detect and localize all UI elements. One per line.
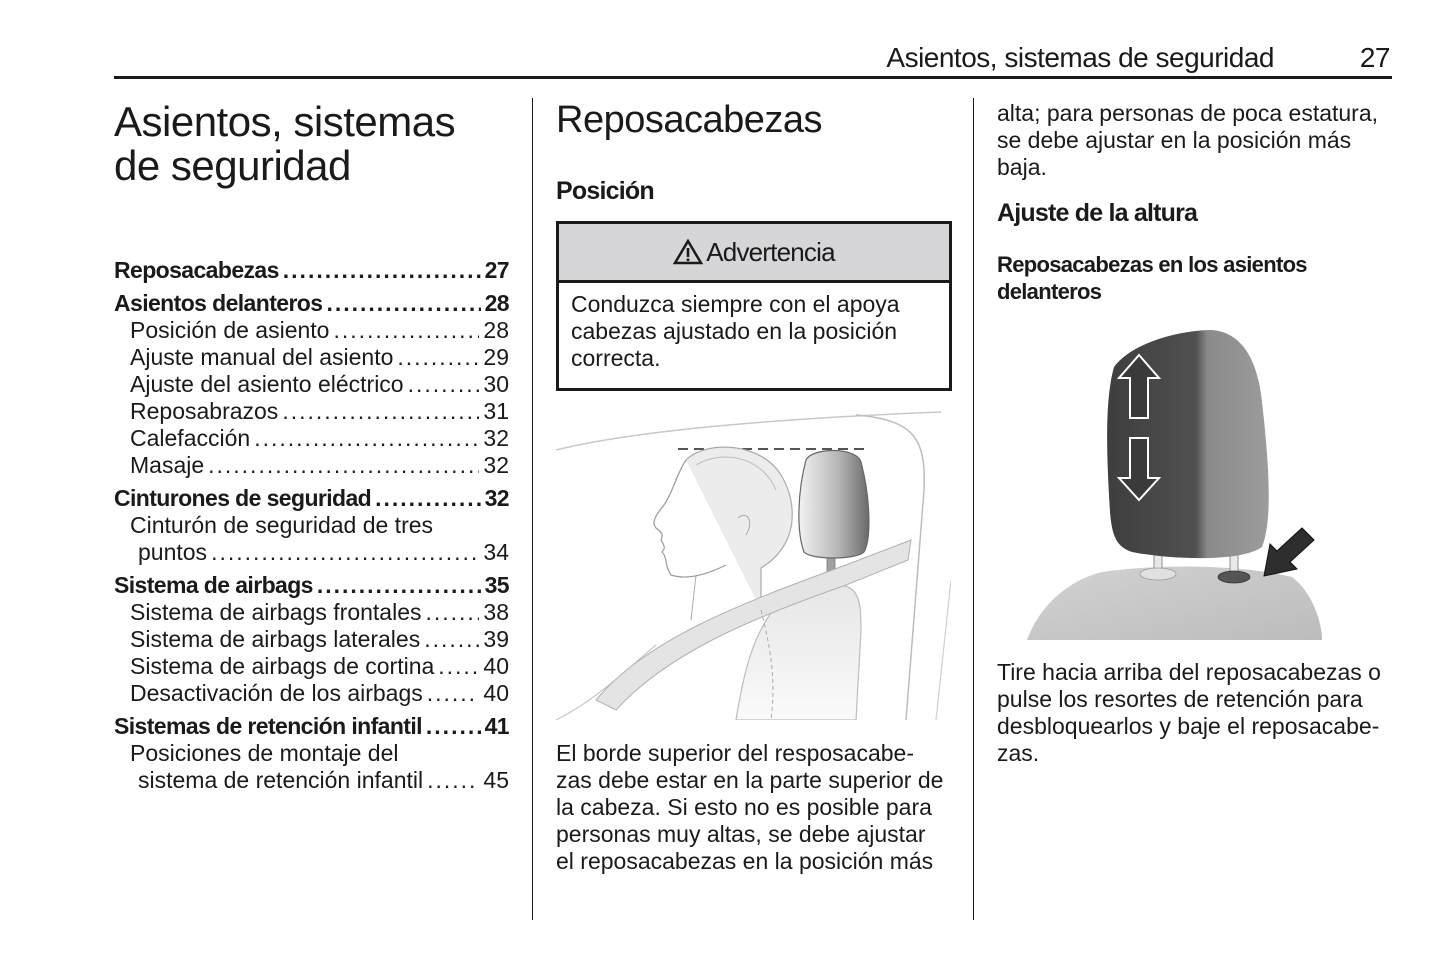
toc-label: Sistema de airbags frontales (130, 599, 422, 625)
toc-label: Sistema de airbags de cortina (130, 653, 435, 679)
leader-dots (208, 452, 479, 479)
section-title: Reposacabezas (556, 99, 823, 141)
toc-label: Asientos delanteros (114, 290, 323, 316)
toc-entry[interactable] (114, 398, 509, 425)
toc-entry[interactable] (114, 572, 509, 599)
toc-page: 38 (483, 599, 509, 625)
chapter-title-line: de seguridad (114, 142, 351, 189)
toc-label: puntos (138, 539, 208, 565)
subsection-title: Posición (556, 177, 654, 205)
chapter-title-line: Asientos, sistemas (114, 98, 456, 145)
warning-triangle-icon (673, 239, 703, 265)
toc-entry[interactable] (114, 767, 509, 794)
body-paragraph (556, 740, 956, 875)
toc-page: 31 (483, 398, 509, 424)
toc-page: 30 (483, 371, 509, 397)
toc-entry[interactable] (114, 344, 509, 371)
toc-page: 40 (483, 680, 509, 706)
body-paragraph (997, 659, 1397, 767)
toc-label: Masaje (130, 452, 205, 478)
toc-page: 35 (484, 572, 509, 598)
toc-label: Ajuste manual del asiento (130, 344, 394, 370)
toc-entry[interactable] (114, 539, 509, 566)
toc-page: 45 (483, 767, 509, 793)
toc-page: 39 (483, 626, 509, 652)
toc-page: 41 (484, 713, 509, 739)
toc-entry[interactable] (114, 257, 509, 284)
toc-entry[interactable] (114, 713, 509, 740)
leader-dots (438, 653, 479, 680)
text-line: Reposacabezas en los asientos (997, 252, 1307, 277)
text-line: zas debe estar en la parte superior de (556, 767, 944, 793)
body-paragraph-continued (997, 100, 1397, 181)
toc-page: 27 (484, 257, 509, 283)
text-line: Tire hacia arriba del reposacabezas o (997, 659, 1381, 685)
toc-label: sistema de retención infantil (138, 767, 424, 793)
toc-page: 28 (484, 290, 509, 316)
toc-entry[interactable] (114, 626, 509, 653)
text-line: personas muy altas, se debe ajustar (556, 821, 926, 847)
toc-label: Reposacabezas (114, 257, 279, 283)
table-of-contents (114, 257, 509, 794)
leader-dots (426, 599, 480, 626)
toc-entry[interactable] (114, 653, 509, 680)
text-line: alta; para personas de poca estatura, (997, 100, 1379, 126)
sub-subsection-title (997, 251, 1377, 305)
warning-box (556, 221, 952, 391)
text-line: El borde superior del resposacabe- (556, 740, 914, 766)
toc-entry[interactable] (114, 485, 509, 512)
toc-page: 32 (484, 485, 509, 511)
running-header (114, 38, 1392, 79)
headrest-adjustment-illustration (1022, 322, 1327, 640)
text-line: zas. (997, 740, 1040, 766)
leader-dots (282, 398, 479, 425)
column-divider (532, 98, 533, 920)
leader-dots (254, 425, 479, 452)
toc-label: Desactivación de los airbags (130, 680, 423, 706)
page-number: 27 (1359, 42, 1390, 73)
toc-entry[interactable] (114, 452, 509, 479)
chapter-title (114, 100, 524, 188)
toc-entry[interactable] (114, 425, 509, 452)
toc-page: 28 (483, 317, 509, 343)
toc-label: Reposabrazos (130, 398, 279, 424)
toc-entry[interactable] (114, 290, 509, 317)
text-line: delanteros (997, 279, 1102, 304)
text-line: baja. (997, 154, 1047, 180)
toc-entry[interactable] (114, 317, 509, 344)
toc-label: Posición de asiento (130, 317, 330, 343)
leader-dots (333, 317, 479, 344)
warning-text: Conduzca siempre con el apoya cabezas ajustado en la posición correcta. (571, 291, 900, 371)
toc-label: Sistemas de retención infantil (114, 713, 422, 739)
toc-label: Ajuste del asiento eléctrico (130, 371, 404, 397)
toc-label: Calefacción (130, 425, 251, 451)
toc-entry[interactable] (114, 680, 509, 707)
text-line: el reposacabezas en la posición más (556, 848, 934, 874)
text-line: desbloquearlos y baje el reposacabe- (997, 713, 1380, 739)
leader-dots (427, 680, 480, 707)
toc-entry[interactable] (114, 371, 509, 398)
leader-dots (397, 344, 479, 371)
running-title: Asientos, sistemas de seguridad (886, 42, 1274, 73)
toc-entry-first-line[interactable]: Cinturón de seguridad de tres (130, 512, 434, 538)
toc-label: Sistema de airbags laterales (130, 626, 421, 652)
toc-entry-first-line[interactable]: Posiciones de montaje del (130, 740, 399, 766)
leader-dots (427, 767, 479, 794)
toc-label: Sistema de airbags (114, 572, 313, 598)
toc-entry[interactable] (114, 599, 509, 626)
leader-dots (424, 626, 479, 653)
toc-page: 34 (483, 539, 509, 565)
text-line: se debe ajustar en la posición más (997, 127, 1352, 153)
toc-page: 40 (483, 653, 509, 679)
toc-label: Cinturones de seguridad (114, 485, 372, 511)
headrest-position-illustration (556, 400, 951, 720)
column-divider (973, 98, 974, 920)
leader-dots (375, 485, 480, 512)
subsection-title: Ajuste de la altura (997, 199, 1198, 227)
warning-title: Advertencia (706, 236, 835, 267)
toc-page: 32 (483, 425, 509, 451)
leader-dots (211, 539, 479, 566)
leader-dots (283, 257, 481, 284)
toc-page: 32 (483, 452, 509, 478)
leader-dots (426, 713, 481, 740)
toc-page: 29 (483, 344, 509, 370)
leader-dots (326, 290, 480, 317)
leader-dots (317, 572, 481, 599)
warning-header (559, 224, 949, 283)
text-line: la cabeza. Si esto no es posible para (556, 794, 932, 820)
leader-dots (408, 371, 480, 398)
text-line: pulse los resortes de retención para (997, 686, 1363, 712)
